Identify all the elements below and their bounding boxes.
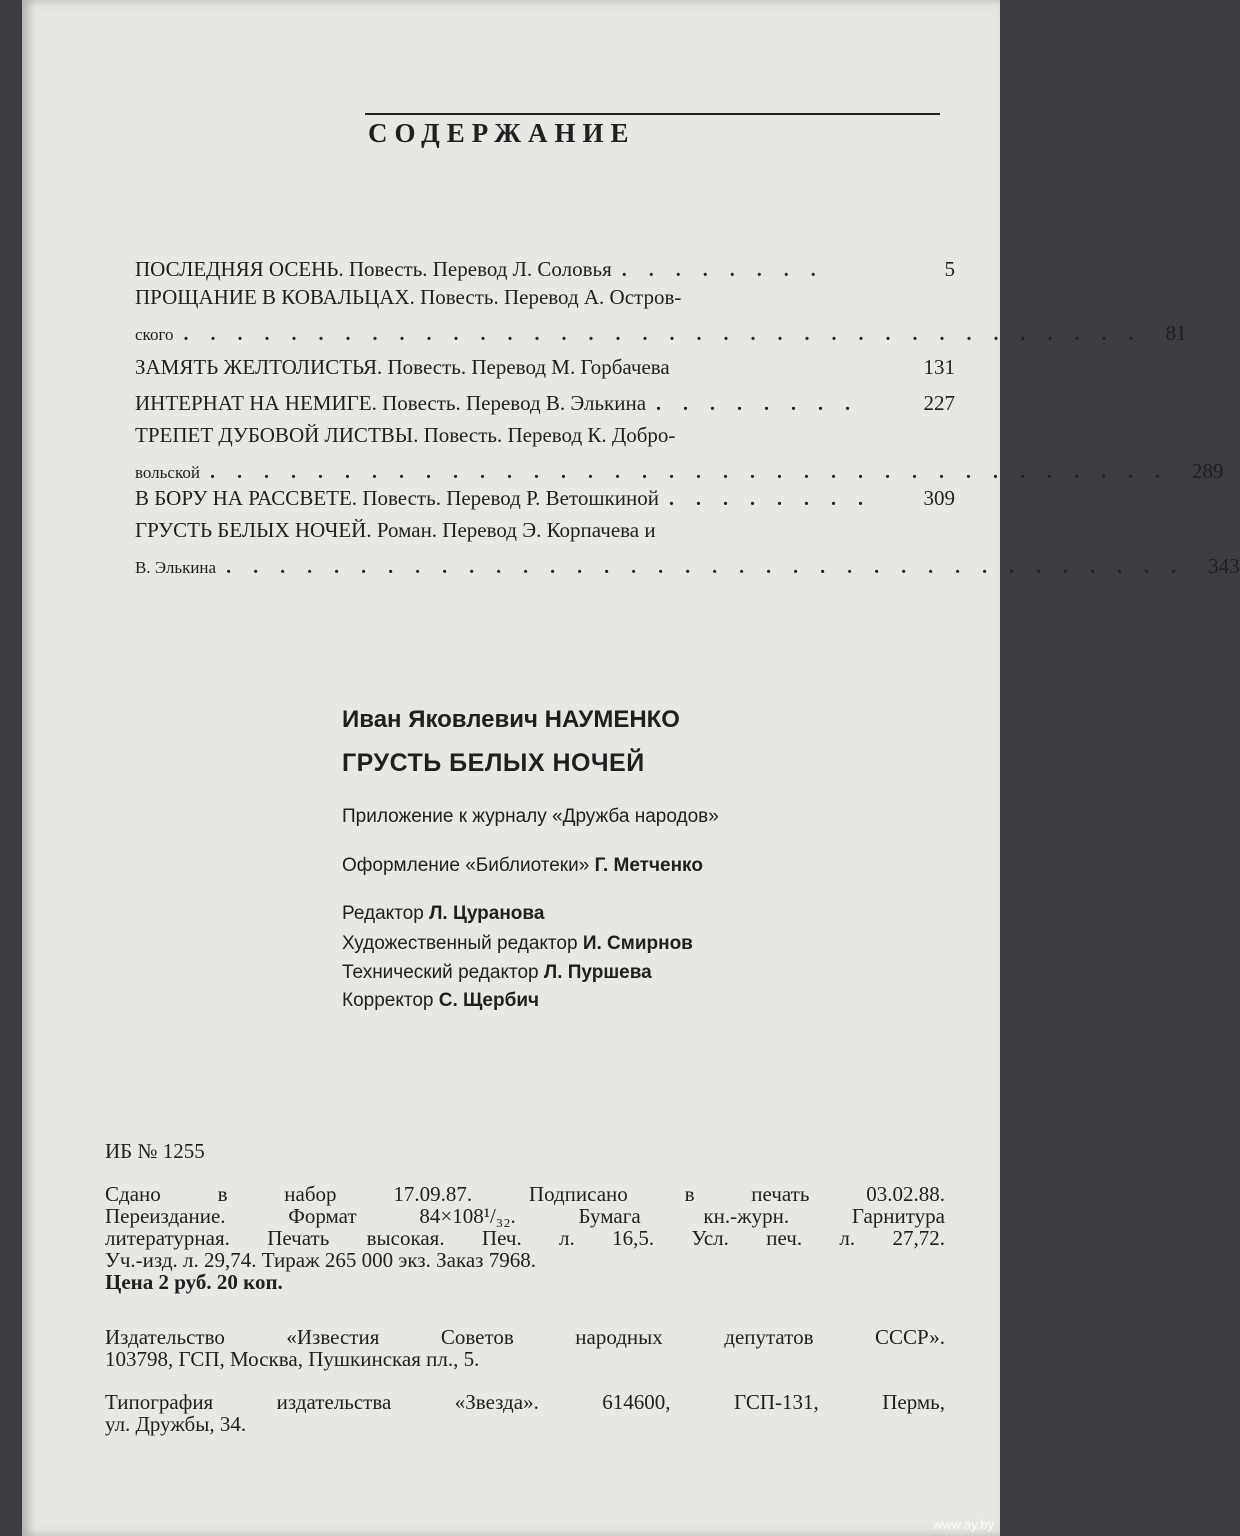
ib-number: ИБ № 1255 bbox=[105, 1139, 205, 1163]
toc-item-page: 131 bbox=[923, 355, 955, 379]
supplement-line: Приложение к журналу «Дружба народов» bbox=[342, 806, 719, 827]
author-given-names: Иван Яковлевич bbox=[342, 706, 545, 733]
design-label: Оформление «Библиотеки» bbox=[342, 855, 595, 876]
toc-item bbox=[135, 392, 955, 415]
toc-item-page: 309 bbox=[923, 486, 955, 510]
toc-item-title: В БОРУ НА РАССВЕТЕ. bbox=[135, 486, 358, 510]
toc-item-desc: Повесть. Перевод Л. Соловья bbox=[343, 257, 612, 281]
toc-item-continuation: ского bbox=[135, 325, 174, 344]
header-rule bbox=[365, 113, 940, 115]
toc-item-page: 5 bbox=[944, 257, 955, 281]
credit-role: Корректор bbox=[342, 990, 439, 1011]
watermark: www.ay.by bbox=[932, 1517, 994, 1532]
leader-dots: .................................... bbox=[183, 323, 1156, 345]
toc-item-title: ПОСЛЕДНЯЯ ОСЕНЬ. bbox=[135, 257, 344, 281]
printer-line: ул. Дружбы, 34. bbox=[105, 1412, 247, 1436]
leader-dots: ........ bbox=[668, 488, 885, 510]
printer-info bbox=[105, 1391, 945, 1435]
book-title: ГРУСТЬ БЕЛЫХ НОЧЕЙ bbox=[342, 749, 645, 777]
print-details-line: Уч.-изд. л. 29,74. Тираж 265 000 экз. Заказ 7968. bbox=[105, 1248, 536, 1272]
toc-item-desc: Повесть. Перевод Р. Ветошкиной bbox=[357, 486, 659, 510]
toc-item-page: 343 bbox=[1208, 554, 1240, 578]
design-line bbox=[342, 855, 962, 877]
leader-dots: .................................... bbox=[209, 461, 1182, 483]
publisher-info bbox=[105, 1326, 945, 1370]
credit-name: С. Щербич bbox=[438, 990, 540, 1011]
toc-item bbox=[135, 487, 955, 510]
credit-name: Л. Цуранова bbox=[429, 903, 545, 924]
toc-item-page: 81 bbox=[1165, 321, 1187, 345]
toc-item bbox=[135, 258, 955, 281]
printer-line: Типография издательства «Звезда». 614600, ГСП-131, Пермь, bbox=[105, 1390, 945, 1414]
print-details-line: Сдано в набор 17.09.87. Подписано в печать 03.02.88. bbox=[105, 1182, 945, 1206]
leader-dots: ........ bbox=[656, 393, 873, 415]
toc-item-desc: Повесть. Перевод В. Элькина bbox=[376, 391, 647, 415]
print-details-line: литературная. Печать высокая. Печ. л. 16,5. Усл. печ. л. 27,72. bbox=[105, 1226, 945, 1250]
toc-item-continuation: вольской bbox=[135, 463, 200, 482]
credit-role: Художественный редактор bbox=[342, 933, 583, 954]
credit-line bbox=[342, 933, 962, 955]
toc-item bbox=[135, 518, 1240, 579]
toc-item-page: 227 bbox=[923, 391, 955, 415]
price: Цена 2 руб. 20 коп. bbox=[105, 1270, 283, 1294]
credit-line bbox=[342, 962, 962, 984]
toc-item bbox=[135, 356, 955, 378]
credit-role: Технический редактор bbox=[342, 962, 544, 983]
toc-item-title: ЗАМЯТЬ ЖЕЛТОЛИСТЬЯ. bbox=[135, 355, 383, 379]
publisher-line: 103798, ГСП, Москва, Пушкинская пл., 5. bbox=[105, 1347, 480, 1371]
toc-item-continuation: В. Элькина bbox=[135, 558, 217, 577]
credit-name: Л. Пуршева bbox=[543, 962, 652, 983]
author-line bbox=[342, 706, 962, 734]
toc-item-page: 289 bbox=[1191, 459, 1224, 483]
credit-role: Редактор bbox=[342, 903, 430, 924]
toc-item-title: ИНТЕРНАТ НА НЕМИГЕ. bbox=[135, 391, 377, 415]
toc-item bbox=[135, 285, 1187, 346]
book-page bbox=[22, 0, 1240, 1536]
toc-item-title: ГРУСТЬ БЕЛЫХ НОЧЕЙ. bbox=[135, 518, 372, 542]
credit-line bbox=[342, 990, 962, 1012]
credit-line bbox=[342, 903, 962, 925]
toc-title: СОДЕРЖАНИЕ bbox=[368, 118, 636, 148]
publisher-line: Издательство «Известия Советов народных депутатов СССР». bbox=[105, 1325, 945, 1349]
leader-dots: ........ bbox=[621, 259, 838, 281]
design-name: Г. Метченко bbox=[594, 855, 703, 876]
author-surname: НАУМЕНКО bbox=[544, 706, 680, 733]
toc-item-title: ТРЕПЕТ ДУБОВОЙ ЛИСТВЫ. bbox=[135, 423, 419, 447]
toc-item-desc: Роман. Перевод Э. Корпачева и bbox=[371, 518, 656, 542]
toc-item-desc: Повесть. Перевод А. Остров- bbox=[414, 285, 682, 309]
print-details bbox=[105, 1183, 945, 1293]
credit-name: И. Смирнов bbox=[582, 933, 693, 954]
print-details-line: Переиздание. Формат 84×108¹/₃₂. Бумага кн.-журн. Гарнитура bbox=[105, 1204, 945, 1228]
toc-item-desc: Повесть. Перевод К. Добро- bbox=[418, 423, 676, 447]
toc-item-desc: Повесть. Перевод М. Горбачева bbox=[382, 355, 670, 379]
toc-item-title: ПРОЩАНИЕ В КОВАЛЬЦАХ. bbox=[135, 285, 415, 309]
leader-dots: .................................... bbox=[226, 556, 1199, 578]
toc-item bbox=[135, 423, 1224, 484]
